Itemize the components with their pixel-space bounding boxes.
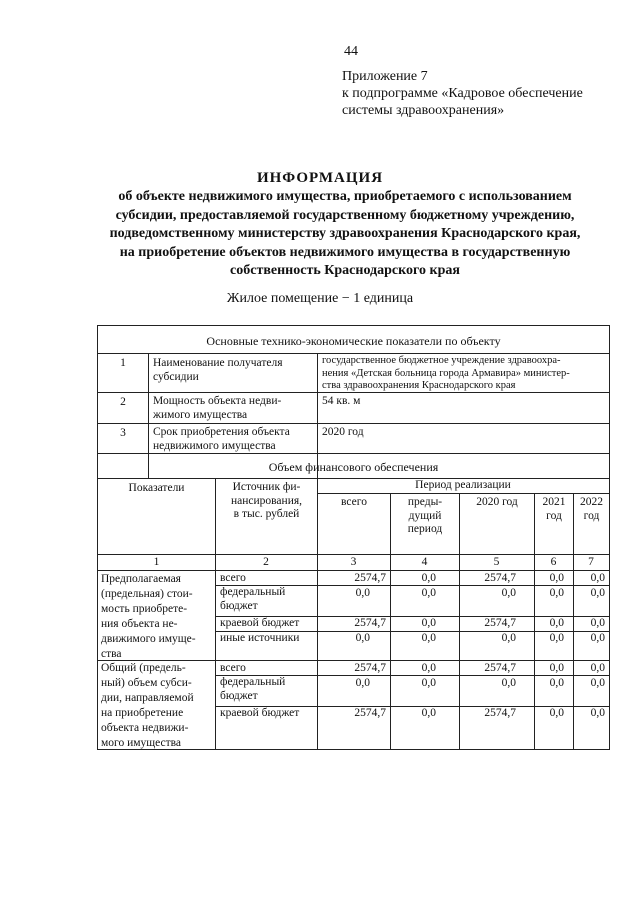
source-cell: всего xyxy=(220,662,246,674)
divider xyxy=(215,478,216,749)
tech-row-value: 2020 год xyxy=(322,426,364,438)
value-cell: 2574,7 xyxy=(354,707,386,719)
value-cell: 2574,7 xyxy=(484,662,516,674)
source-cell: всего xyxy=(220,572,246,584)
value-cell: 0,0 xyxy=(501,587,516,599)
value-cell: 0,0 xyxy=(590,617,605,629)
value-cell: 2574,7 xyxy=(354,572,386,584)
tech-row-number: 1 xyxy=(120,357,126,369)
group-label-subsidy-volume: Общий (предель- ный) объем субси- дии, направляемой на приобретение объекта недвижи- мого имущества xyxy=(101,662,194,749)
group-label-estimated-cost: Предполагаемая (предельная) стои- мость приобрете- ния объекта не- движимого имуще- ства xyxy=(101,573,196,660)
value-cell: 0,0 xyxy=(421,707,436,719)
value-cell: 0,0 xyxy=(355,587,370,599)
value-cell: 2574,7 xyxy=(484,707,516,719)
divider xyxy=(98,453,609,454)
source-column-header: Источник фи- нансирования, в тыс. рублей xyxy=(230,481,303,520)
value-cell: 0,0 xyxy=(549,662,564,674)
period-header: Период реализации xyxy=(415,479,511,491)
divider xyxy=(98,423,609,424)
source-cell: краевой бюджет xyxy=(220,707,300,719)
divider xyxy=(98,570,609,571)
value-cell: 0,0 xyxy=(590,707,605,719)
divider xyxy=(317,493,609,494)
subtitle-line: подведомственному министерству здравоохранения Краснодарского края, xyxy=(109,226,581,241)
value-cell: 0,0 xyxy=(355,677,370,689)
value-cell: 2574,7 xyxy=(484,617,516,629)
document-subtitle xyxy=(80,188,610,281)
tech-row-value: государственное бюджетное учреждение здравоохра- нения «Детская больница города Армавира» министер- ства здравоохранения Краснодарского края xyxy=(322,355,570,391)
value-cell: 0,0 xyxy=(421,632,436,644)
divider xyxy=(98,353,609,354)
subtitle-line: об объекте недвижимого имущества, приобретаемого с использованием xyxy=(118,189,572,204)
tech-row-label: Наименование получателя субсидии xyxy=(153,357,283,383)
value-cell: 0,0 xyxy=(421,677,436,689)
value-cell: 2574,7 xyxy=(484,572,516,584)
indicators-column-header: Показатели xyxy=(128,482,185,494)
source-cell: иные источники xyxy=(220,632,300,644)
tech-row-value: 54 кв. м xyxy=(322,395,361,407)
value-cell: 0,0 xyxy=(590,677,605,689)
value-cell: 0,0 xyxy=(590,662,605,674)
tech-row-label: Срок приобретения объекта недвижимого имущества xyxy=(153,426,290,452)
value-cell: 0,0 xyxy=(355,632,370,644)
column-number: 4 xyxy=(421,556,428,568)
period-column-total: всего xyxy=(341,496,367,508)
value-cell: 0,0 xyxy=(501,632,516,644)
value-cell: 0,0 xyxy=(421,572,436,584)
period-column-2020: 2020 год xyxy=(476,496,518,508)
column-number: 7 xyxy=(588,556,594,568)
object-description: Жилое помещение − 1 единица xyxy=(226,291,414,306)
subtitle-line: на приобретение объектов недвижимого имущества в государственную xyxy=(119,244,571,260)
divider xyxy=(98,392,609,393)
value-cell: 0,0 xyxy=(421,587,436,599)
source-cell: федеральный бюджет xyxy=(220,586,286,612)
divider xyxy=(148,353,149,478)
column-number: 6 xyxy=(550,556,557,568)
value-cell: 0,0 xyxy=(421,662,436,674)
tech-row-number: 2 xyxy=(120,396,126,408)
value-cell: 0,0 xyxy=(590,572,605,584)
document-title: ИНФОРМАЦИЯ xyxy=(256,170,384,186)
subtitle-line: собственность Краснодарского края xyxy=(230,263,460,278)
value-cell: 0,0 xyxy=(549,572,564,584)
value-cell: 2574,7 xyxy=(354,617,386,629)
column-number: 1 xyxy=(153,556,160,568)
appendix-note xyxy=(342,68,583,119)
divider xyxy=(98,554,609,555)
tech-row-number: 3 xyxy=(120,427,126,439)
appendix-line: Приложение 7 xyxy=(342,69,428,84)
value-cell: 0,0 xyxy=(549,707,564,719)
value-cell: 0,0 xyxy=(590,632,605,644)
column-number: 2 xyxy=(263,556,269,568)
value-cell: 2574,7 xyxy=(354,662,386,674)
column-number: 3 xyxy=(350,556,357,568)
value-cell: 0,0 xyxy=(549,617,564,629)
value-cell: 0,0 xyxy=(590,587,605,599)
column-number: 5 xyxy=(493,556,500,568)
appendix-line: системы здравоохранения» xyxy=(342,103,505,118)
tech-row-label: Мощность объекта недви- жимого имущества xyxy=(153,395,282,421)
page-number: 44 xyxy=(344,44,358,59)
subtitle-line: субсидии, предоставляемой государственному бюджетному учреждению, xyxy=(115,207,575,223)
value-cell: 0,0 xyxy=(549,632,564,644)
period-column-previous: преды- дущий период xyxy=(407,496,443,535)
period-column-2022: 2022 год xyxy=(580,496,603,522)
info-table xyxy=(97,325,610,750)
value-cell: 0,0 xyxy=(549,587,564,599)
appendix-line: к подпрограмме «Кадровое обеспечение xyxy=(342,86,583,101)
period-column-2021: 2021 год xyxy=(542,496,566,522)
value-cell: 0,0 xyxy=(421,617,436,629)
source-cell: федеральный бюджет xyxy=(220,676,286,702)
value-cell: 0,0 xyxy=(549,677,564,689)
value-cell: 0,0 xyxy=(501,677,516,689)
finance-section-heading: Объем финансового обеспечения xyxy=(268,460,439,474)
tech-section-heading: Основные технико-экономические показатели по объекту xyxy=(206,334,501,348)
source-cell: краевой бюджет xyxy=(220,617,300,629)
